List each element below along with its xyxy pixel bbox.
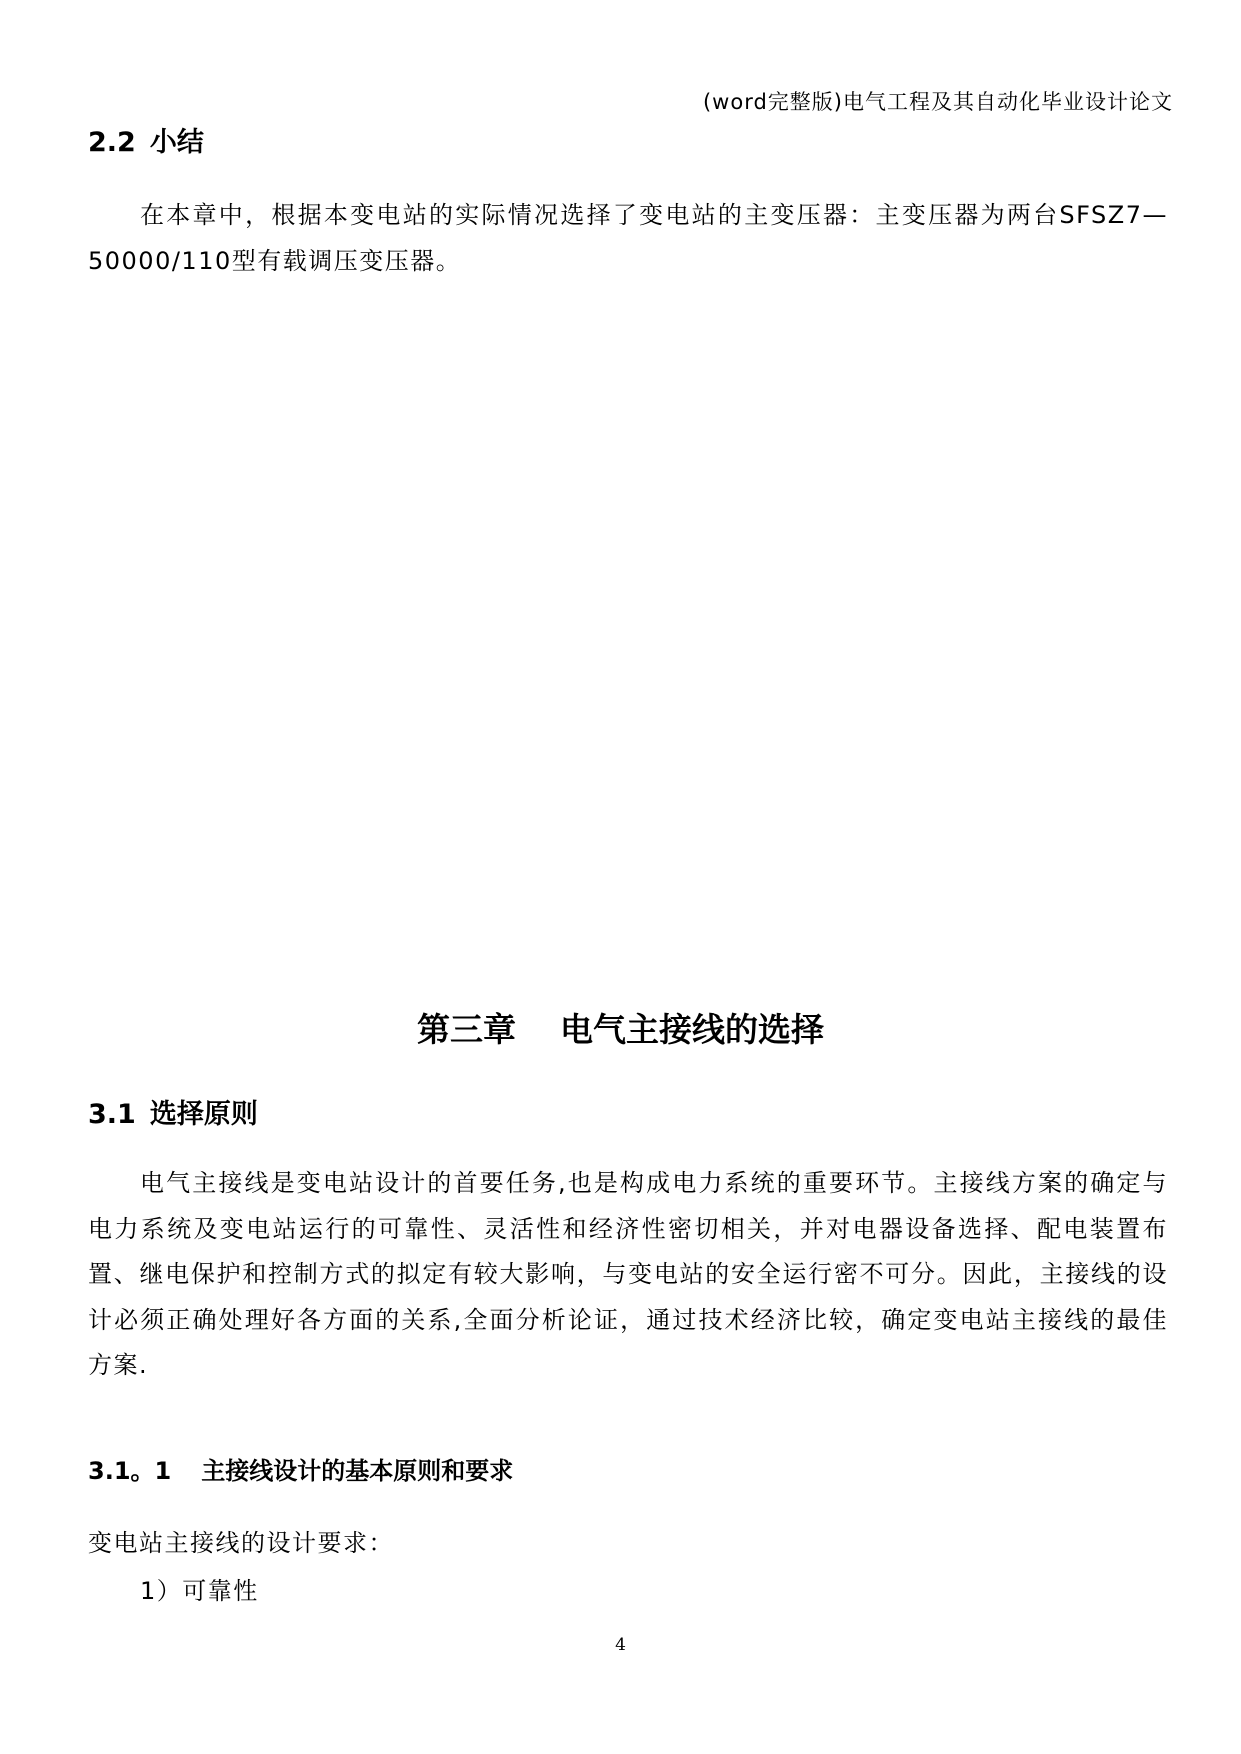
subsection-number: 3.1。1 bbox=[88, 1457, 172, 1485]
chapter-number: 第三章 bbox=[417, 1010, 516, 1049]
running-header: (word完整版)电气工程及其自动化毕业设计论文 bbox=[702, 90, 1173, 114]
chapter-heading bbox=[0, 1008, 1241, 1052]
subsection-title: 主接线设计的基本原则和要求 bbox=[201, 1457, 514, 1485]
selection-principle-paragraph: 电气主接线是变电站设计的首要任务,也是构成电力系统的重要环节。主接线方案的确定与电力系统及变电站运行的可靠性、灵活性和经济性密切相关，并对电器设备选择、配电装置布置、继电保护和控制方式的拟定有较大影响，与变电站的安全运行密不可分。因此，主接线的设计必须正确处理好各方面的关系,全面分析论证，通过技术经济比较，确定变电站主接线的最佳方案. bbox=[88, 1169, 1168, 1380]
section-heading-3-1 bbox=[88, 1097, 258, 1133]
section-number: 2.2 bbox=[88, 127, 136, 158]
page-number: 4 bbox=[615, 1635, 626, 1655]
requirements-intro: 变电站主接线的设计要求： bbox=[88, 1529, 394, 1557]
section-heading-2-2 bbox=[88, 125, 204, 161]
chapter-title: 电气主接线的选择 bbox=[560, 1010, 824, 1049]
subsection-heading-3-1-1 bbox=[88, 1455, 513, 1487]
section-number: 3.1 bbox=[88, 1099, 136, 1130]
list-item-reliability: 1）可靠性 bbox=[140, 1577, 259, 1605]
section-title: 选择原则 bbox=[149, 1099, 258, 1130]
section-title: 小结 bbox=[149, 127, 204, 158]
summary-paragraph: 在本章中，根据本变电站的实际情况选择了变电站的主变压器：主变压器为两台SFSZ7—50000/110型有载调压变压器。 bbox=[88, 201, 1168, 275]
